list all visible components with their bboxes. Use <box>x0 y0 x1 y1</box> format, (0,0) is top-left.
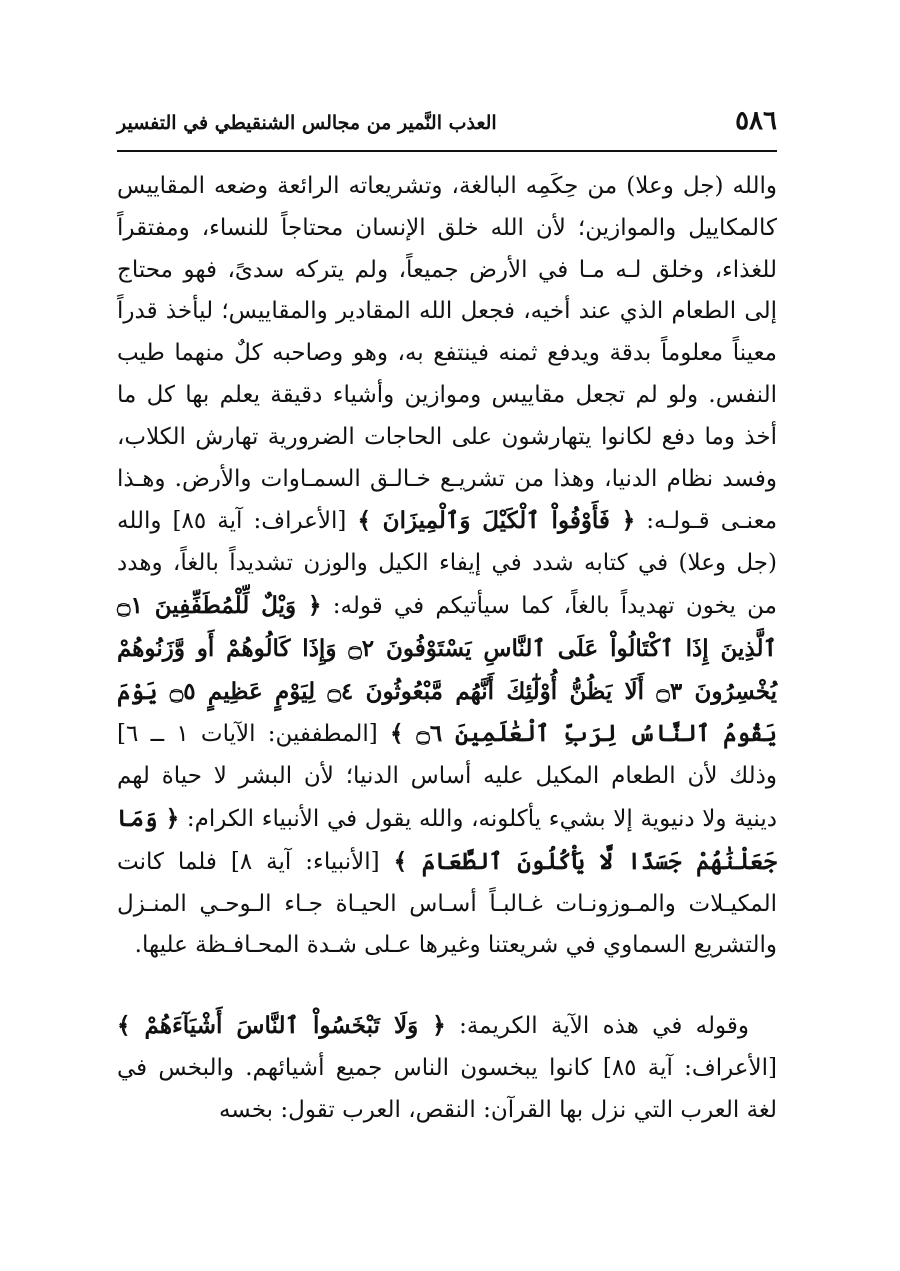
quran-verse: ﴿ وَلَا تَبْخَسُواْ ٱلنَّاسَ أَشْيَآءَهُمْ ﴾ <box>117 1012 446 1040</box>
text-segment: والله (جل وعلا) من حِكَمِه البالغة، وتشريعاته الرائعة وضعه المقاييس كالمكاييل والموازين؛ لأن الله خلق الإنسان محتاجاً للنساء، ومفتقراً للغذاء، وخلق لـه مـا في الأرض جميعاً، ولم يتركه سدىً، فهو محتاج إلى الطعام الذي عند أخيه، فجعل الله المقادير والمقاييس؛ ليأخذ قدراً معيناً معلوماً بدقة ويدفع ثمنه فينتفع به، وهو وصاحبه كلٌ منهما طيب النفس. ولو لم تجعل مقاييس وموازين وأشياء دقيقة يعلم بها كل ما أخذ وما دفع لكانوا يتهارشون على الحاجات الضرورية تهارش الكلاب، وفسد نظام الدنيا، وهذا من تشريـع خـالـق السمـاوات والأرض. وهـذا معنـى قـولـه: <box>117 173 778 535</box>
text-segment: [الأعراف: آية ٨٥] والله (جل وعلا) في كتابه شدد في إيفاء الكيل والوزن تشديداً بالغاً، وهدد من يخون تهديداً بالغاً، كما سيأتيكم في قوله: <box>117 508 777 619</box>
text-segment: [الأنبياء: آية ٨] فلما كانت المكيـلات والمـوزونـات غـالبـاً أسـاس الحيـاة جـاء الـوحـي المنـزل والتشريع السماوي في شريعتنا وغيرها عـلى شـدة المحـافـظة عليها. <box>117 848 777 959</box>
paragraph-2 <box>117 1005 777 1131</box>
text-segment: [الأعراف: آية ٨٥] كانوا يبخسون الناس جميع أشيائهم. والبخس في لغة العرب التي نزل بها القرآن: النقص، العرب تقول: بخسه <box>117 1054 778 1123</box>
paragraph-1 <box>117 166 777 967</box>
quran-verse: ﴿ وَمَا جَعَلْنَٰهُمْ جَسَدًا لَّا يَأْكُلُونَ ٱلطَّعَامَ ﴾ <box>117 804 778 875</box>
page-header <box>117 100 777 142</box>
text-segment: وقوله في هذه الآية الكريمة: <box>445 1013 750 1040</box>
body-text <box>117 166 777 1132</box>
running-title: العذب النَّمير من مجالس الشنقيطي في التفسير <box>117 112 497 134</box>
text-segment: [المطففين: الآيات ١ ــ ٦] وذلك لأن الطعام المكيل عليه أساس الدنيا؛ لأن البشر لا حياة لهم دينية ولا دنيوية إلا بشيء يأكلونه، والله يقول في الأنبياء الكرام: <box>117 721 777 832</box>
page-number: ٥٨٦ <box>735 106 777 136</box>
quran-verse: ﴿ وَيْلٌ لِّلْمُطَفِّفِينَ ۝١ ٱلَّذِينَ إِذَا ٱكْتَالُواْ عَلَى ٱلنَّاسِ يَسْتَوْفُونَ ۝٢ وَإِذَا كَالُوهُمْ أَو وَّزَنُوهُمْ يُخْسِرُونَ ۝٣ أَلَا يَظُنُّ أُوْلَٰٓئِكَ أَنَّهُم مَّبْعُوثُونَ ۝٤ لِيَوْمٍ عَظِيمٍ ۝٥ يَوْمَ يَقُومُ ٱلنَّاسُ لِرَبِّ ٱلْعَٰلَمِينَ ۝٦ ﴾ <box>117 591 778 748</box>
header-divider <box>117 150 777 152</box>
quran-verse: ﴿ فَأَوْفُواْ ٱلْكَيْلَ وَٱلْمِيزَانَ ﴾ <box>357 507 636 535</box>
